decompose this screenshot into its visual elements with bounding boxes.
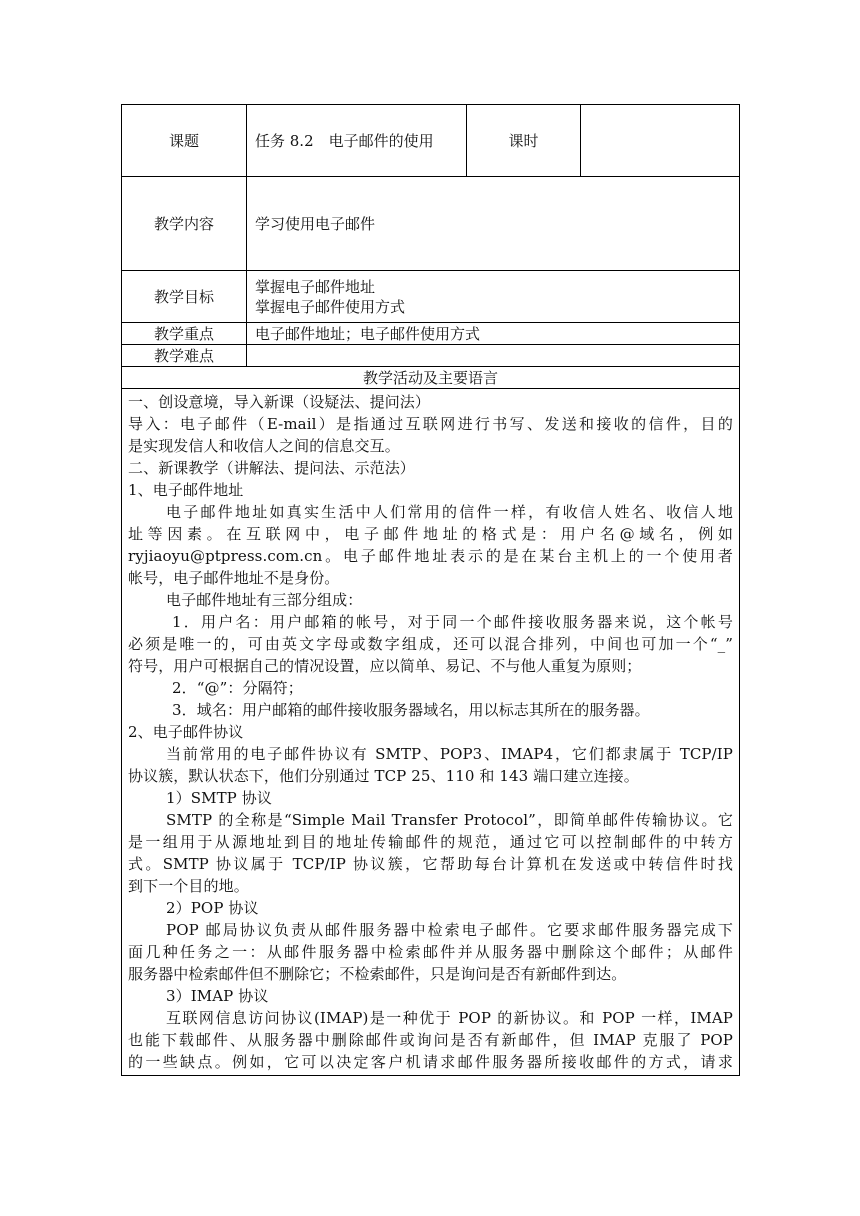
body-line: SMTP 的全称是“Simple Mail Transfer Protocol”，即简单邮件传输协议。它 — [166, 811, 733, 829]
body-line: 1、电子邮件地址 — [128, 481, 244, 499]
focus-value: 电子邮件地址；电子邮件使用方式 — [247, 323, 740, 345]
body-line: 3．域名：用户邮箱的邮件接收服务器域名，用以标志其所在的服务器。 — [172, 701, 650, 719]
body-line: 必须是唯一的，可由英文字母或数字组成，还可以混合排列，中间也可加一个“_” — [128, 635, 733, 653]
goal-item: 掌握电子邮件使用方式 — [255, 297, 406, 316]
body-line: 是实现发信人和收信人之间的信息交互。 — [128, 437, 400, 455]
activities-body-row — [122, 389, 740, 1076]
body-line: 2、电子邮件协议 — [128, 723, 244, 741]
difficulty-value — [247, 345, 740, 367]
content-row — [122, 177, 740, 271]
content-value: 学习使用电子邮件 — [247, 177, 740, 271]
content-label: 教学内容 — [122, 177, 247, 271]
body-line: POP 邮局协议负责从邮件服务器中检索电子邮件。它要求邮件服务器完成下 — [166, 921, 733, 939]
body-line: 2．“@”：分隔符； — [172, 679, 303, 697]
goals-row — [122, 271, 740, 323]
body-line: 也能下载邮件、从服务器中删除邮件或询问是否有新邮件，但 IMAP 克服了 POP — [128, 1031, 733, 1049]
difficulty-label: 教学难点 — [122, 345, 247, 367]
body-line: 互联网信息访问协议(IMAP)是一种优于 POP 的新协议。和 POP 一样，IMAP — [166, 1009, 733, 1027]
body-line: 址等因素。在互联网中，电子邮件地址的格式是：用户名@域名，例如 — [128, 525, 733, 543]
body-line: 帐号，电子邮件地址不是身份。 — [128, 569, 340, 587]
body-line: 2）POP 协议 — [166, 899, 259, 917]
topic-label: 课题 — [122, 105, 247, 177]
body-line: 的一些缺点。例如，它可以决定客户机请求邮件服务器所接收邮件的方式，请求 — [128, 1053, 733, 1071]
body-line: 一、创设意境，导入新课（设疑法、提问法） — [128, 393, 431, 411]
body-line: 1）SMTP 协议 — [166, 789, 272, 807]
topic-value: 任务 8.2 电子邮件的使用 — [247, 105, 467, 177]
body-line: 电子邮件地址如真实生活中人们常用的信件一样，有收信人姓名、收信人地 — [166, 503, 733, 521]
body-line: ryjiaoyu@ptpress.com.cn。电子邮件地址表示的是在某台主机上的一个使用者 — [128, 547, 733, 565]
body-line: 导入：电子邮件（E-mail）是指通过互联网进行书写、发送和接收的信件，目的 — [128, 415, 733, 433]
body-line: 3）IMAP 协议 — [166, 987, 269, 1005]
body-line: 协议簇，默认状态下，他们分别通过 TCP 25、110 和 143 端口建立连接。 — [128, 767, 639, 785]
body-line: 面几种任务之一：从邮件服务器中检索邮件并从服务器中删除这个邮件；从邮件 — [128, 943, 733, 961]
goal-item: 掌握电子邮件地址 — [255, 277, 376, 296]
activities-heading: 教学活动及主要语言 — [122, 367, 740, 389]
body-line: 服务器中检索邮件但不删除它；不检索邮件，只是询问是否有新邮件到达。 — [128, 965, 627, 983]
hours-value — [581, 105, 740, 177]
body-line: 1．用户名：用户邮箱的帐号，对于同一个邮件接收服务器来说，这个帐号 — [172, 613, 733, 631]
body-line: 电子邮件地址有三部分组成： — [166, 591, 363, 609]
body-line: 二、新课教学（讲解法、提问法、示范法） — [128, 459, 415, 477]
activities-heading-row — [122, 367, 740, 389]
body-line: 当前常用的电子邮件协议有 SMTP、POP3、IMAP4，它们都隶属于 TCP/IP — [166, 745, 733, 763]
hours-label: 课时 — [467, 105, 581, 177]
goals-label: 教学目标 — [122, 271, 247, 323]
body-line: 符号，用户可根据自己的情况设置，应以简单、易记、不与他人重复为原则； — [128, 657, 642, 675]
lesson-plan-table — [121, 104, 740, 1076]
body-line: 式。SMTP 协议属于 TCP/IP 协议簇，它帮助每台计算机在发送或中转信件时找 — [128, 855, 733, 873]
focus-row — [122, 323, 740, 345]
goals-value — [247, 271, 740, 323]
topic-row — [122, 105, 740, 177]
body-line: 到下一个目的地。 — [128, 877, 249, 895]
activities-body — [122, 389, 740, 1076]
body-line: 是一组用于从源地址到目的地址传输邮件的规范，通过它可以控制邮件的中转方 — [128, 833, 733, 851]
focus-label: 教学重点 — [122, 323, 247, 345]
difficulty-row — [122, 345, 740, 367]
